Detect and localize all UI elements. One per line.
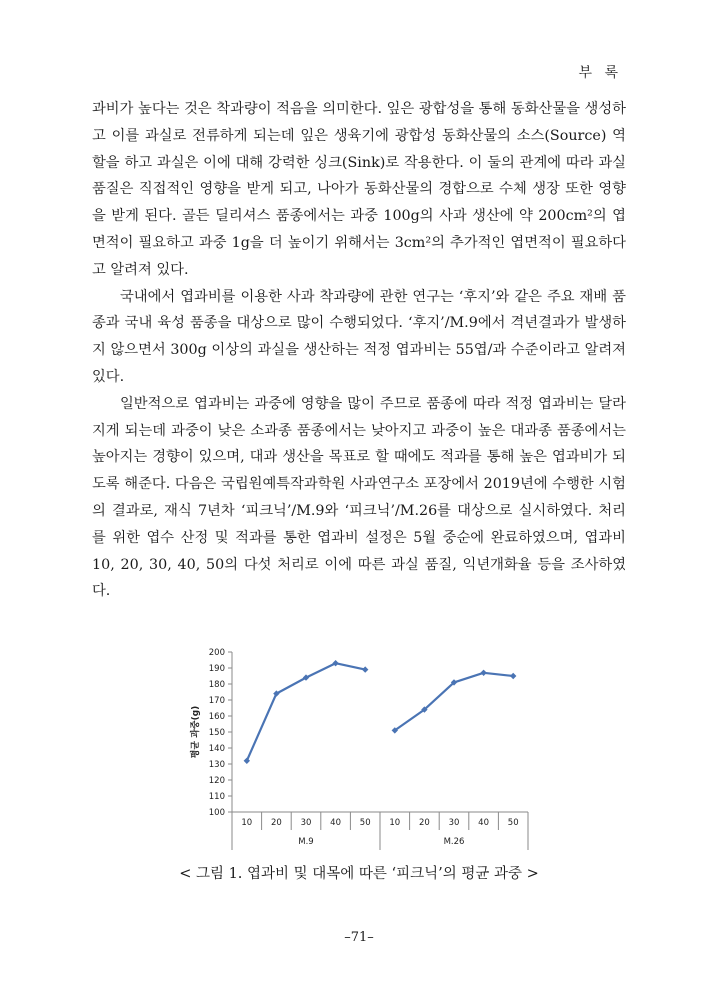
page-header-section: 부 록 [578, 65, 622, 81]
data-point [244, 758, 250, 764]
x-tick-label: 30 [300, 818, 312, 828]
paragraph-1: 과비가 높다는 것은 착과량이 적음을 의미한다. 잎은 광합성을 통해 동화산물을 생성하고 이를 과실로 전류하게 되는데 잎은 생육기에 광합성 동화산물의 소스(Source) 역할을 하고 과실은 이에 대해 강력한 싱크(Sink)로 작용한다. 이 둘의 관계에 따라 과실 품질은 직접적인 영향을 받게 되고, 나아가 동화산물의 경합으로 수체 생장 또한 영향을 받게 된다. 골든 딜리셔스 품종에서는 과중 100g의 사과 생산에 약 200cm²의 엽면적이 필요하고 과중 1g을 더 높이기 위해서는 3cm²의 추가적인 엽면적이 필요하다고 알려져 있다. [92, 101, 626, 278]
data-point [362, 666, 368, 672]
y-tick-label: 160 [208, 712, 225, 722]
x-tick-label: 20 [270, 818, 282, 828]
x-tick-label: 10 [389, 818, 401, 828]
chart-svg [170, 640, 540, 855]
x-group-label: M.26 [443, 837, 465, 847]
figure-caption: < 그림 1. 엽과비 및 대목에 따른 ‘피크닉’의 평균 과중 > [179, 866, 539, 882]
body-text [92, 96, 626, 605]
data-point [510, 673, 516, 679]
x-tick-label: 50 [507, 818, 519, 828]
x-tick-label: 50 [359, 818, 371, 828]
y-tick-label: 150 [208, 728, 225, 738]
y-tick-label: 120 [208, 776, 225, 786]
x-tick-label: 20 [418, 818, 430, 828]
x-group-label: M.9 [298, 837, 314, 847]
y-tick-label: 100 [208, 808, 225, 818]
x-tick-label: 40 [478, 818, 490, 828]
data-point [480, 670, 486, 676]
fruit-weight-chart [170, 640, 540, 855]
y-tick-label: 190 [208, 664, 225, 674]
y-tick-label: 170 [208, 696, 225, 706]
x-tick-label: 40 [330, 818, 342, 828]
y-tick-label: 180 [208, 680, 225, 690]
page-number: –71– [344, 930, 374, 945]
y-tick-label: 110 [208, 792, 225, 802]
paragraph-2: 국내에서 엽과비를 이용한 사과 착과량에 관한 연구는 ‘후지’와 같은 주요 재배 품종과 국내 육성 품종을 대상으로 많이 수행되었다. ‘후지’/M.9에서 격년결과가 발생하지 않으면서 300g 이상의 과실을 생산하는 적정 엽과비는 55엽/과 수준이라고 알려져 있다. [92, 288, 626, 385]
y-tick-label: 140 [208, 744, 225, 754]
y-axis-label: 평균 과중(g) [191, 705, 201, 759]
x-tick-label: 30 [448, 818, 460, 828]
paragraph-3: 일반적으로 엽과비는 과중에 영향을 많이 주므로 품종에 따라 적정 엽과비는 달라지게 되는데 과중이 낮은 소과종 품종에서는 낮아지고 과중이 높은 대과종 품종에서는 높아지는 경향이 있으며, 대과 생산을 목표로 할 때에도 적과를 통해 높은 엽과비가 되도록 해준다. 다음은 국립원예특작과학원 사과연구소 포장에서 2019년에 수행한 시험의 결과로, 재식 7년차 ‘피크닉’/M.9와 ‘피크닉’/M.26를 대상으로 실시하였다. 처리를 위한 엽수 산정 및 적과를 통한 엽과비 설정은 5월 중순에 완료하였으며, 엽과비 10, 20, 30, 40, 50의 다섯 처리로 이에 따른 과실 품질, 익년개화율 등을 조사하였다. [92, 395, 626, 600]
y-tick-label: 130 [208, 760, 225, 770]
x-tick-label: 10 [241, 818, 253, 828]
y-tick-label: 200 [208, 648, 225, 658]
